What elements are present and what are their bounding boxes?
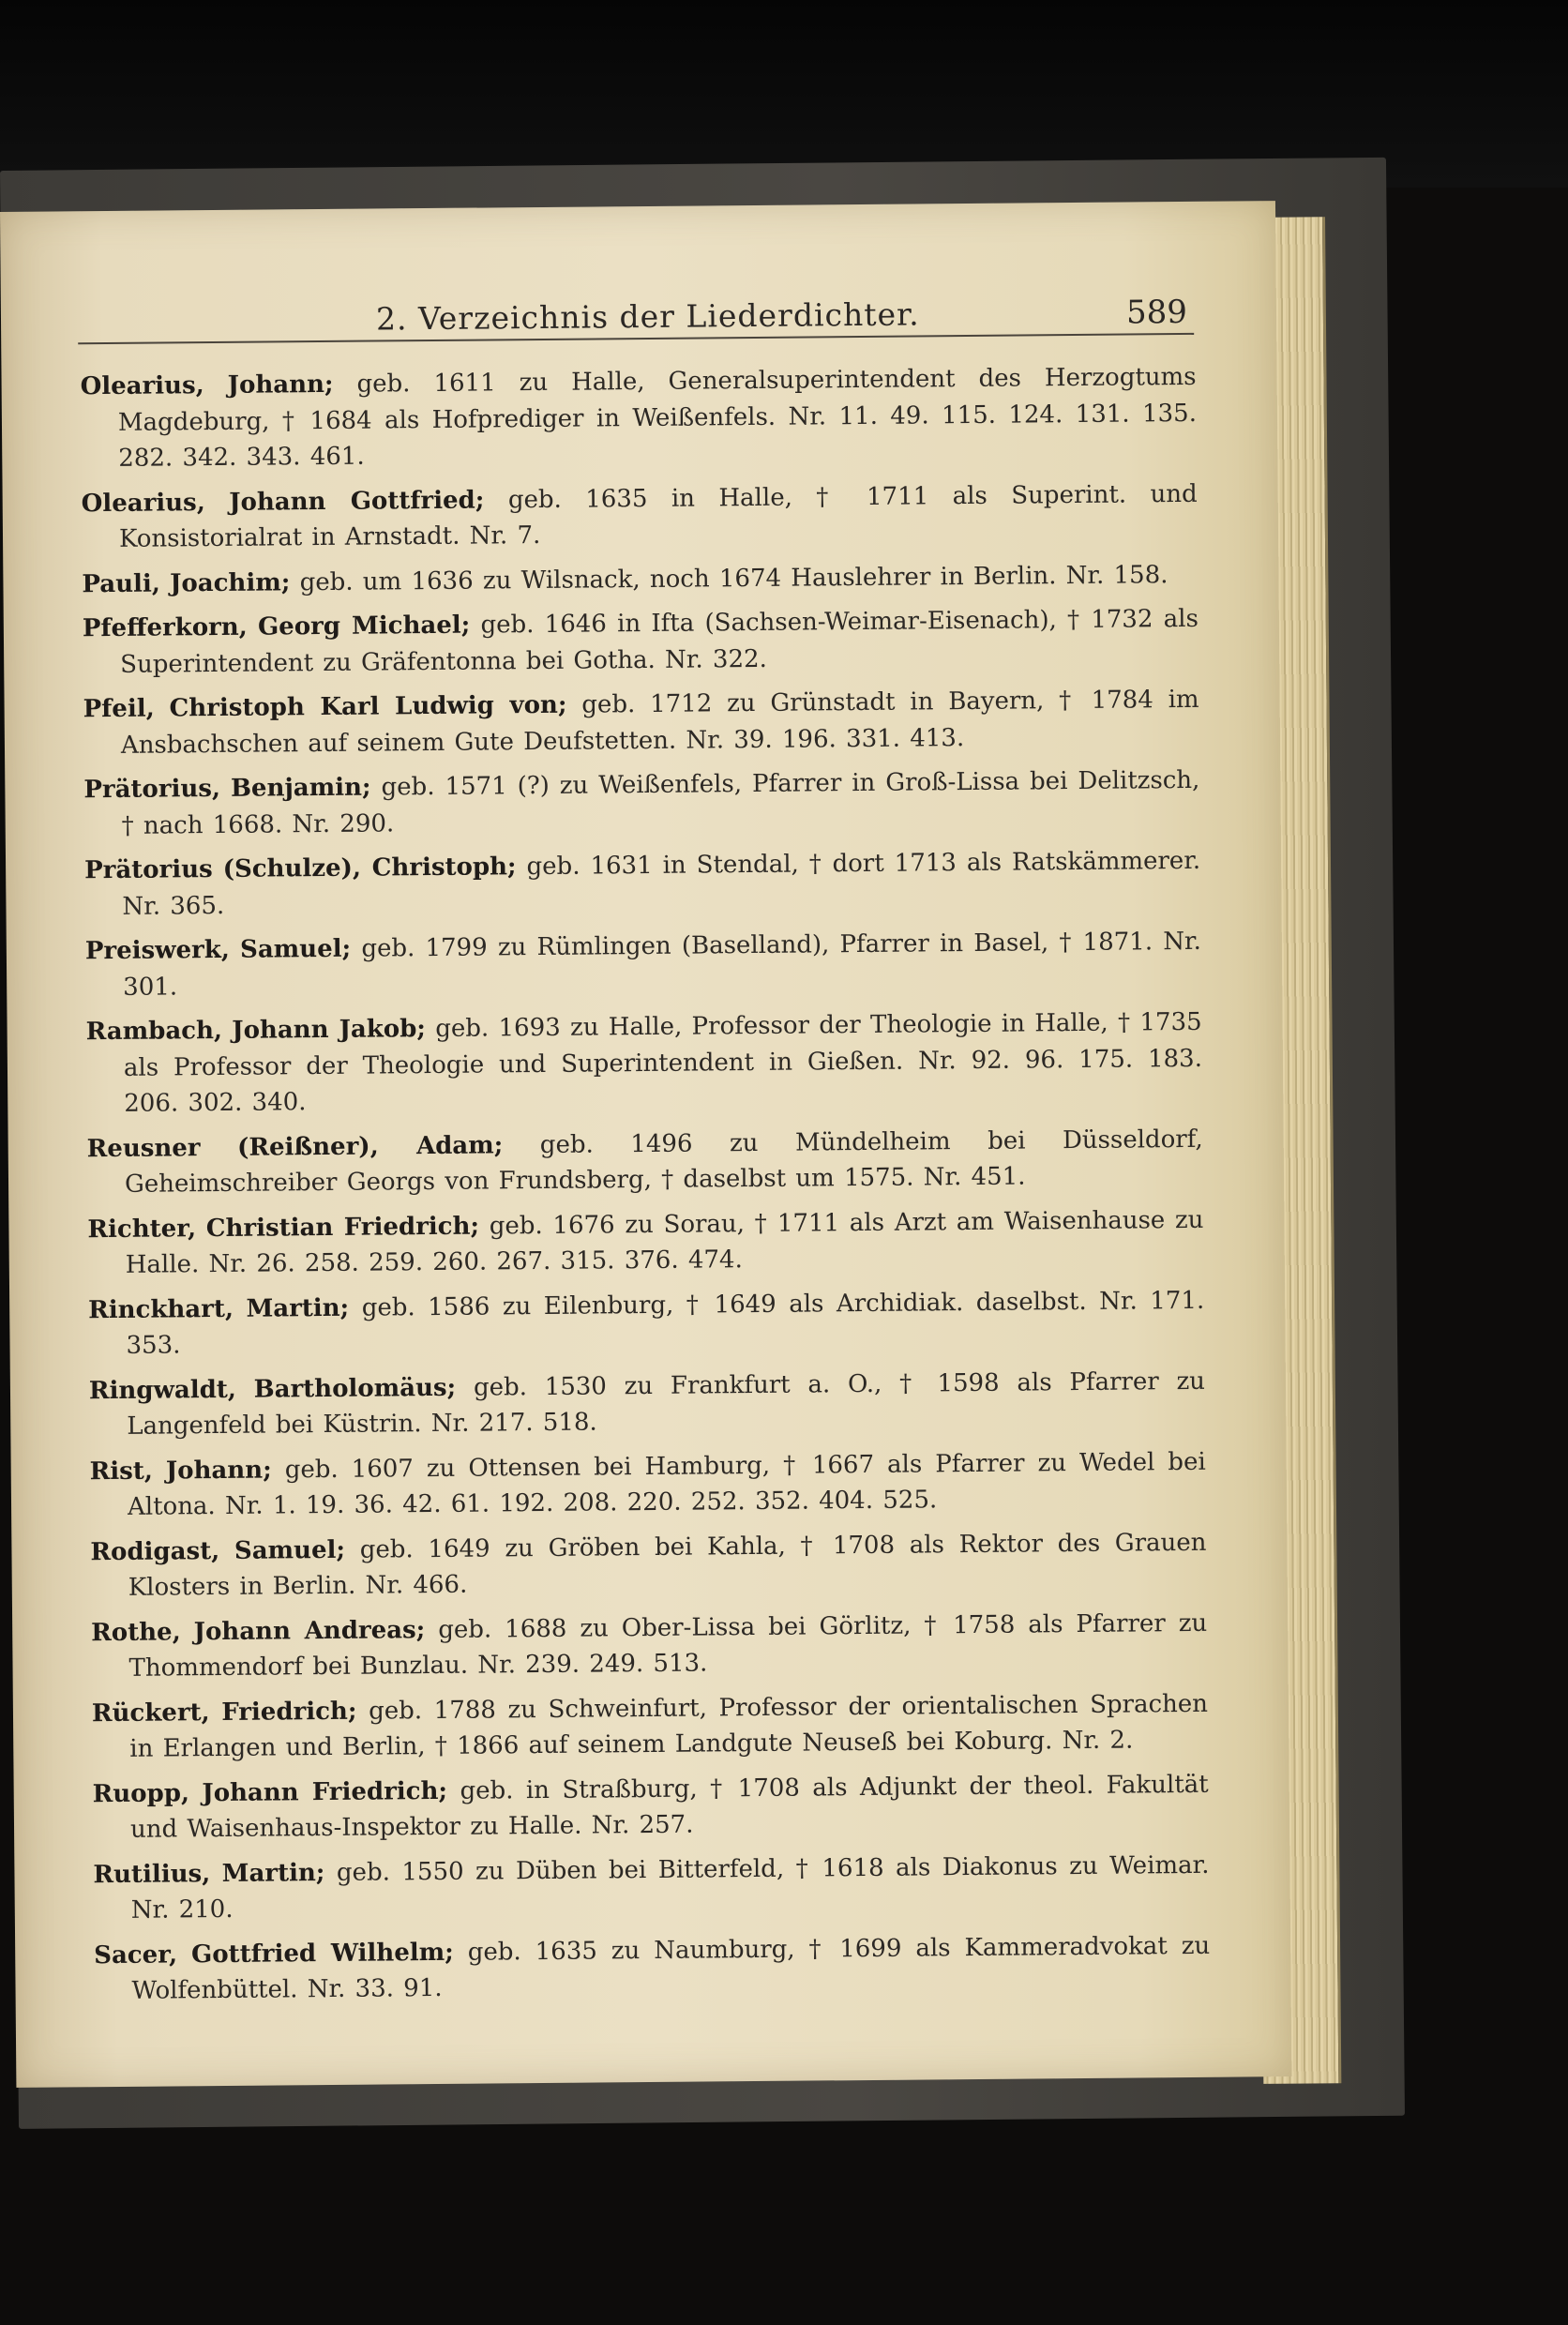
running-title: 2. Verzeichnis der Liederdichter. <box>375 295 920 338</box>
poet-given-names: Johann Andreas; <box>193 1615 426 1646</box>
poet-entry <box>88 1282 1205 1364</box>
poet-details: geb. 1635 in Halle, † 1711 als Superint. und Konsistorialrat in Arnstadt. Nr. 7. <box>118 479 1198 553</box>
poet-surname: Preiswerk, <box>84 935 231 966</box>
poet-surname: Pauli, <box>82 569 161 598</box>
poet-entry <box>87 1121 1204 1202</box>
poet-surname: Sacer, <box>94 1940 178 1970</box>
poet-entry <box>89 1363 1206 1444</box>
poet-entry <box>93 1766 1210 1848</box>
poet-entry <box>85 1004 1202 1123</box>
poet-surname: Richter, <box>87 1214 197 1244</box>
poet-entry <box>94 1927 1211 2009</box>
poet-given-names: Johann Jakob; <box>232 1015 427 1045</box>
poet-entry <box>82 556 1198 602</box>
poet-entry <box>91 1605 1208 1686</box>
poet-surname: Ruopp, <box>92 1778 190 1808</box>
poet-surname: Pfefferkorn, <box>82 612 248 643</box>
poet-surname: Olearius, <box>81 488 205 518</box>
poet-surname: Rambach, <box>85 1016 223 1047</box>
poet-surname: Rückert, <box>91 1698 210 1728</box>
poet-given-names: Bartholomäus; <box>253 1373 457 1404</box>
poet-surname: Prätorius <box>84 855 213 885</box>
poet-details: geb. 1550 zu Düben bei Bitterfeld, † 1618 als Diakonus zu Weimar. Nr. 210. <box>130 1850 1210 1925</box>
poet-entry <box>83 682 1199 763</box>
poet-given-names: Johann Gottfried; <box>229 486 485 517</box>
poet-given-names: Samuel; <box>234 1535 346 1565</box>
poet-entry <box>87 1201 1204 1283</box>
poet-details: geb. 1496 zu Mündelheim bei Düsseldorf, Geheimschreiber Georgs von Frundsberg, † daselbst um 1575. Nr. 451. <box>124 1125 1203 1199</box>
poet-details: geb. 1712 zu Grünstadt in Bayern, † 1784 im Ansbachschen auf seinem Gute Deufstetten. Nr. 39. 196. 331. 413. <box>120 685 1199 760</box>
poet-given-names: Johann; <box>165 1456 272 1486</box>
poet-details: geb. 1676 zu Sorau, † 1711 als Arzt am Waisenhause zu Halle. Nr. 26. 258. 259. 260. 267. 315. 376. 474. <box>125 1205 1204 1279</box>
poet-given-names: (Reißner), Adam; <box>236 1130 504 1162</box>
poet-details: geb. 1646 in Ifta (Sachsen-Weimar-Eisenach), † 1732 als Superintendent zu Gräfentonna bei Gotha. Nr. 322. <box>120 604 1199 679</box>
poet-entry <box>84 843 1201 925</box>
poet-given-names: Johann Friedrich; <box>202 1776 448 1807</box>
poet-given-names: Joachim; <box>170 567 291 597</box>
poet-entry <box>83 601 1199 683</box>
poet-surname: Rist, <box>89 1457 154 1486</box>
poet-given-names: Christoph Karl Ludwig von; <box>169 690 567 723</box>
poet-given-names: Benjamin; <box>230 773 371 803</box>
poet-details: geb. 1611 zu Halle, Generalsuperintendent des Herzogtums Magdeburg, † 1684 als Hofprediger in Weißenfels. Nr. 11. 49. 115. 124. 131. 135. 282. 342. 343. 461. <box>117 362 1198 473</box>
poet-details: geb. 1571 (?) zu Weißenfels, Pfarrer in Groß-Lissa bei Delitzsch, † nach 1668. Nr. 290. <box>121 765 1200 840</box>
page-number: 589 <box>1125 293 1188 332</box>
poet-entry <box>90 1443 1207 1525</box>
poet-surname: Ringwaldt, <box>88 1375 237 1405</box>
poet-given-names: Johann; <box>227 370 334 400</box>
poet-surname: Olearius, <box>80 371 204 401</box>
poet-surname: Prätorius, <box>83 774 221 805</box>
poet-surname: Pfeil, <box>83 694 155 724</box>
poet-entry <box>92 1685 1209 1767</box>
poet-entry <box>80 359 1197 477</box>
poet-details: geb. 1635 zu Naumburg, † 1699 als Kammeradvokat zu Wolfenbüttel. Nr. 33. 91. <box>131 1931 1211 2005</box>
poet-given-names: Gottfried Wilhelm; <box>190 1938 454 1969</box>
poet-entry <box>82 476 1199 557</box>
poet-given-names: Christian Friedrich; <box>205 1212 480 1243</box>
poet-details: geb. 1607 zu Ottensen bei Hamburg, † 1667 als Pfarrer zu Wedel bei Altona. Nr. 1. 19. 36. 42. 61. 192. 208. 220. 252. 352. 404. 525. <box>127 1447 1206 1521</box>
poet-details: geb. 1799 zu Rümlingen (Baselland), Pfarrer in Basel, † 1871. Nr. 301. <box>123 927 1201 1002</box>
poet-entry <box>90 1524 1207 1606</box>
poet-details: geb. 1788 zu Schweinfurt, Professor der orientalischen Sprachen in Erlangen und Berlin, † 1866 auf seinem Landgute Neuseß bei Koburg. Nr. 2. <box>129 1689 1209 1763</box>
poet-details: geb. in Straßburg, † 1708 als Adjunkt der theol. Fakultät und Waisenhaus-Inspektor zu Halle. Nr. 257. <box>129 1770 1209 1844</box>
poet-surname: Reusner <box>86 1133 201 1163</box>
book-page <box>0 201 1291 2088</box>
poet-index-list <box>80 359 1210 2018</box>
poet-details: geb. 1586 zu Eilenburg, † 1649 als Archidiak. daselbst. Nr. 171. 353. <box>126 1286 1205 1360</box>
poet-details: geb. 1688 zu Ober-Lissa bei Görlitz, † 1758 als Pfarrer zu Thommendorf bei Bunzlau. Nr. 239. 249. 513. <box>128 1608 1208 1683</box>
poet-given-names: Samuel; <box>239 934 352 964</box>
poet-entry <box>93 1847 1210 1928</box>
poet-given-names: Friedrich; <box>221 1697 357 1727</box>
poet-given-names: Georg Michael; <box>257 611 471 642</box>
poet-details: geb. 1693 zu Halle, Professor der Theologie in Halle, † 1735 als Professor der Theologie und Superintendent in Gießen. Nr. 92. 96. 175. 183. 206. 302. 340. <box>123 1007 1203 1118</box>
poet-surname: Rodigast, <box>90 1536 220 1566</box>
poet-given-names: Martin; <box>246 1293 350 1323</box>
poet-surname: Rinckhart, <box>88 1294 234 1324</box>
poet-details: geb. um 1636 zu Wilsnack, noch 1674 Hauslehrer in Berlin. Nr. 158. <box>299 560 1168 596</box>
poet-surname: Rutilius, <box>93 1859 211 1889</box>
poet-given-names: Martin; <box>221 1858 325 1888</box>
poet-surname: Rothe, <box>91 1617 181 1647</box>
poet-details: geb. 1631 in Stendal, † dort 1713 als Ratskämmerer. Nr. 365. <box>122 846 1201 921</box>
running-head <box>1 294 1201 360</box>
poet-entry <box>83 762 1200 844</box>
poet-details: geb. 1530 zu Frankfurt a. O., † 1598 als Pfarrer zu Langenfeld bei Küstrin. Nr. 217. 518. <box>127 1366 1206 1441</box>
poet-given-names: (Schulze), Christoph; <box>222 853 517 883</box>
poet-details: geb. 1649 zu Gröben bei Kahla, † 1708 als Rektor des Grauen Klosters in Berlin. Nr. 466. <box>128 1528 1207 1602</box>
poet-entry <box>85 924 1202 1005</box>
